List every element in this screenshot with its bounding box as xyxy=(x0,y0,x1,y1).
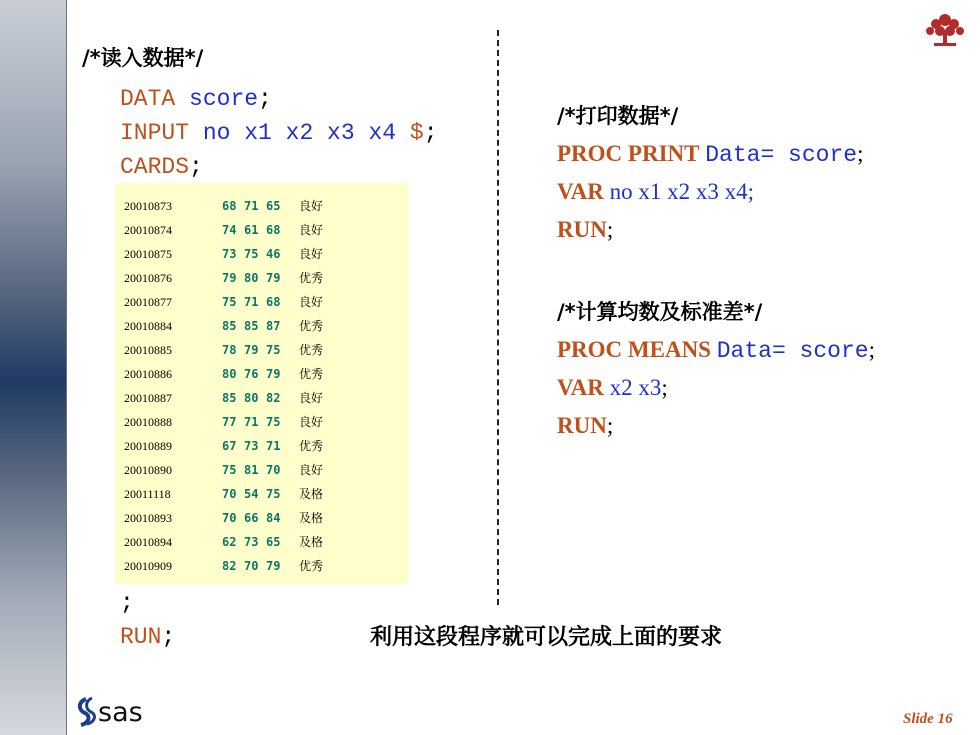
data-row xyxy=(124,387,323,410)
score-x1: 74 xyxy=(222,223,237,237)
data-row xyxy=(124,291,323,314)
grade-label: 优秀 xyxy=(299,271,324,285)
semicolon: ; xyxy=(857,141,864,166)
score-x3: 68 xyxy=(266,295,281,309)
data-lines-panel xyxy=(115,183,408,584)
grade-label: 良好 xyxy=(299,391,324,405)
data-row xyxy=(124,243,323,266)
score-x1: 62 xyxy=(222,535,237,549)
score-x1: 68 xyxy=(222,199,237,213)
data-row xyxy=(124,315,323,338)
comment-read-data: /*读入数据*/ xyxy=(82,46,204,70)
grade-label: 及格 xyxy=(299,535,324,549)
proc-means-statement xyxy=(557,331,875,370)
semicolon: ; xyxy=(606,217,614,242)
grade-label: 优秀 xyxy=(299,367,324,381)
score-x2: 71 xyxy=(244,415,259,429)
var-means-statement xyxy=(557,369,668,407)
semicolon: ; xyxy=(661,375,668,400)
dataset-name: score xyxy=(189,86,259,112)
score-x1: 75 xyxy=(222,295,237,309)
summary-note: 利用这段程序就可以完成上面的要求 xyxy=(370,625,723,650)
data-row xyxy=(124,195,323,218)
proc-print-data: Data= score xyxy=(705,142,858,168)
student-id: 20010885 xyxy=(124,343,172,357)
slide-number: Slide 16 xyxy=(903,711,953,727)
run-means-statement xyxy=(557,407,613,445)
student-id: 20010877 xyxy=(124,295,172,309)
semicolon: ; xyxy=(120,590,134,616)
tree-logo-icon xyxy=(922,10,968,50)
run-keyword: RUN xyxy=(557,413,607,438)
score-x2: 85 xyxy=(244,319,259,333)
score-x2: 70 xyxy=(244,559,259,573)
score-x3: 71 xyxy=(266,439,281,453)
print-variables: no x1 x2 x3 x4; xyxy=(603,179,755,204)
score-x2: 79 xyxy=(244,343,259,357)
student-id: 20010890 xyxy=(124,463,172,477)
grade-label: 良好 xyxy=(299,223,324,237)
data-statement xyxy=(120,82,272,116)
score-x2: 76 xyxy=(244,367,259,381)
data-row xyxy=(124,531,323,554)
dollar-sign: $ xyxy=(409,120,424,146)
comment-mean-std: /*计算均数及标准差*/ xyxy=(557,300,763,324)
input-statement xyxy=(120,116,438,150)
score-x2: 80 xyxy=(244,271,259,285)
comment-print-data: /*打印数据*/ xyxy=(557,104,679,128)
end-data-semicolon xyxy=(120,586,134,620)
sas-logo-text: sas xyxy=(98,697,143,728)
var-print-statement xyxy=(557,173,754,211)
run-keyword: RUN xyxy=(120,624,162,650)
student-id: 20010876 xyxy=(124,271,172,285)
score-x3: 79 xyxy=(266,271,281,285)
score-x2: 61 xyxy=(244,223,259,237)
score-x3: 46 xyxy=(266,247,281,261)
grade-label: 良好 xyxy=(299,199,324,213)
score-x1: 70 xyxy=(222,487,237,501)
student-id: 20010893 xyxy=(124,511,172,525)
semicolon: ; xyxy=(161,624,176,650)
student-id: 20010887 xyxy=(124,391,172,405)
means-variables: x2 x3 xyxy=(603,375,662,400)
input-variables: no x1 x2 x3 x4 xyxy=(202,120,397,146)
score-x1: 85 xyxy=(222,391,237,405)
score-x3: 87 xyxy=(266,319,281,333)
proc-print-statement xyxy=(557,135,863,174)
student-id: 20010909 xyxy=(124,559,172,573)
grade-label: 优秀 xyxy=(299,559,324,573)
score-x2: 73 xyxy=(244,439,259,453)
score-x1: 78 xyxy=(222,343,237,357)
score-x2: 75 xyxy=(244,247,259,261)
score-x2: 54 xyxy=(244,487,259,501)
dashed-divider xyxy=(497,30,499,605)
score-x2: 71 xyxy=(244,295,259,309)
input-keyword: INPUT xyxy=(120,120,190,146)
proc-means-data: Data= score xyxy=(716,338,869,364)
semicolon: ; xyxy=(258,86,272,112)
semicolon: ; xyxy=(606,413,614,438)
cards-keyword: CARDS xyxy=(120,154,190,180)
score-x2: 81 xyxy=(244,463,259,477)
grade-label: 优秀 xyxy=(299,439,324,453)
score-x3: 84 xyxy=(266,511,281,525)
data-row xyxy=(124,483,323,506)
grade-label: 及格 xyxy=(299,487,324,501)
student-id: 20010874 xyxy=(124,223,172,237)
score-x2: 71 xyxy=(244,199,259,213)
data-row xyxy=(124,219,323,242)
var-keyword: VAR xyxy=(557,179,604,204)
student-id: 20010873 xyxy=(124,199,172,213)
student-id: 20010888 xyxy=(124,415,172,429)
score-x3: 75 xyxy=(266,487,281,501)
score-x1: 82 xyxy=(222,559,237,573)
proc-print-keyword: PROC PRINT xyxy=(557,141,700,166)
score-x3: 79 xyxy=(266,559,281,573)
run-print-statement xyxy=(557,211,613,249)
score-x3: 75 xyxy=(266,415,281,429)
score-x2: 66 xyxy=(244,511,259,525)
sas-logo xyxy=(76,694,166,728)
data-keyword: DATA xyxy=(120,86,176,112)
score-x1: 70 xyxy=(222,511,237,525)
semicolon: ; xyxy=(423,120,438,146)
score-x3: 75 xyxy=(266,343,281,357)
run-statement-left xyxy=(120,620,175,654)
score-x1: 75 xyxy=(222,463,237,477)
semicolon: ; xyxy=(189,154,203,180)
score-x3: 82 xyxy=(266,391,281,405)
score-x1: 85 xyxy=(222,319,237,333)
data-row xyxy=(124,435,323,458)
score-x2: 73 xyxy=(244,535,259,549)
data-row xyxy=(124,459,323,482)
score-x3: 70 xyxy=(266,463,281,477)
data-row xyxy=(124,555,323,578)
score-x1: 80 xyxy=(222,367,237,381)
student-id: 20010884 xyxy=(124,319,172,333)
data-row xyxy=(124,507,323,530)
semicolon: ; xyxy=(868,337,875,362)
run-keyword: RUN xyxy=(557,217,607,242)
score-x1: 79 xyxy=(222,271,237,285)
data-row xyxy=(124,339,323,362)
score-x3: 68 xyxy=(266,223,281,237)
student-id: 20010889 xyxy=(124,439,172,453)
student-id: 20011118 xyxy=(124,487,171,501)
cards-statement xyxy=(120,150,203,184)
proc-means-keyword: PROC MEANS xyxy=(557,337,711,362)
grade-label: 良好 xyxy=(299,247,324,261)
grade-label: 良好 xyxy=(299,295,324,309)
grade-label: 优秀 xyxy=(299,343,324,357)
score-x3: 79 xyxy=(266,367,281,381)
student-id: 20010894 xyxy=(124,535,172,549)
grade-label: 良好 xyxy=(299,463,324,477)
student-id: 20010875 xyxy=(124,247,172,261)
data-row xyxy=(124,267,323,290)
score-x2: 80 xyxy=(244,391,259,405)
student-id: 20010886 xyxy=(124,367,172,381)
grade-label: 良好 xyxy=(299,415,324,429)
data-row xyxy=(124,411,323,434)
grade-label: 优秀 xyxy=(299,319,324,333)
score-x3: 65 xyxy=(266,199,281,213)
left-gradient-bar xyxy=(0,0,67,735)
score-x1: 77 xyxy=(222,415,237,429)
score-x1: 73 xyxy=(222,247,237,261)
data-row xyxy=(124,363,323,386)
score-x3: 65 xyxy=(266,535,281,549)
grade-label: 及格 xyxy=(299,511,324,525)
var-keyword: VAR xyxy=(557,375,604,400)
score-x1: 67 xyxy=(222,439,237,453)
